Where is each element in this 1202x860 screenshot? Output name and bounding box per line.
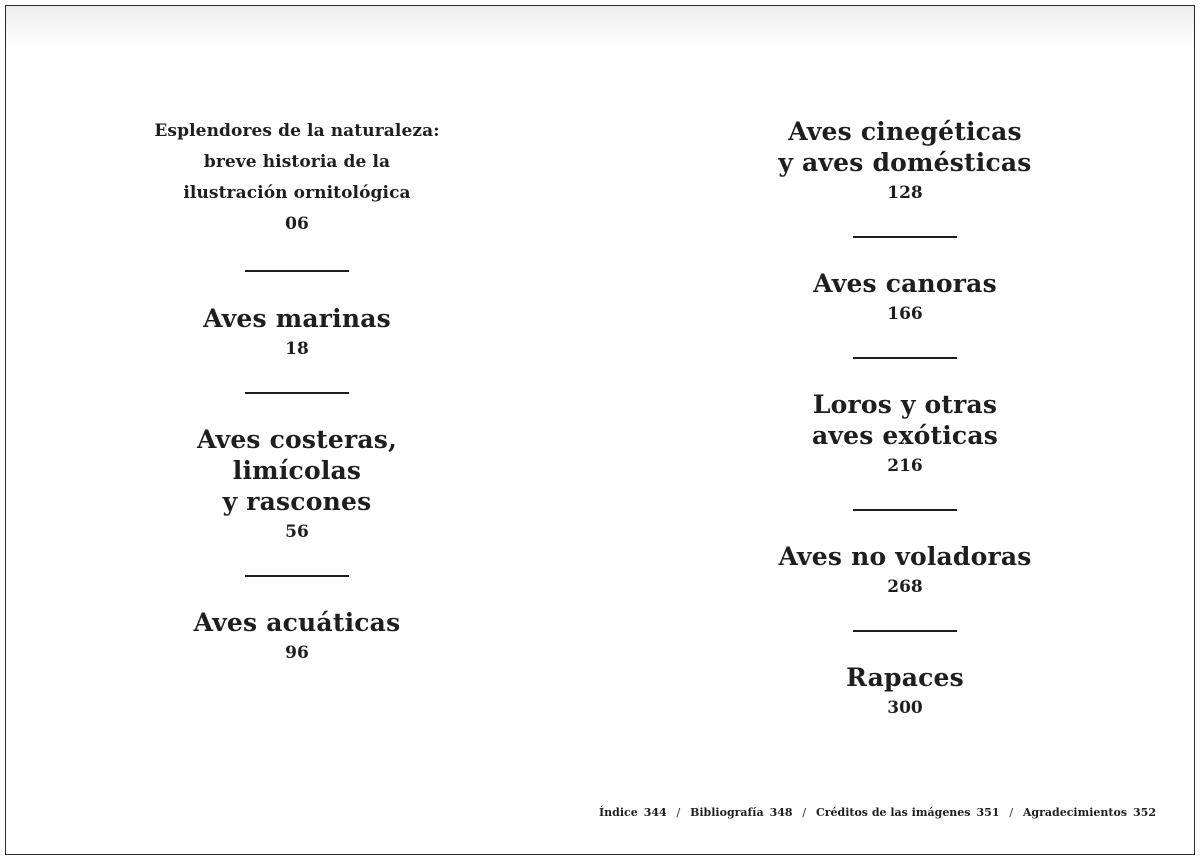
toc-entry-page: 56 (285, 522, 309, 542)
toc-entry[interactable] (665, 541, 1145, 602)
toc-entry-title: Loros y otras aves exóticas (811, 390, 999, 450)
divider-rule (853, 236, 957, 238)
toc-entry-page: 166 (887, 304, 923, 324)
divider-rule (853, 509, 957, 511)
toc-entry-page: 216 (887, 456, 923, 476)
toc-entry-page: 268 (887, 577, 923, 597)
back-matter-item[interactable]: Índice 344 (598, 806, 667, 819)
toc-entry-title: Aves costeras, limícolas y rascones (197, 425, 397, 516)
separator: / (676, 806, 681, 819)
divider-rule (853, 357, 957, 359)
toc-entry[interactable] (665, 662, 1145, 723)
divider-rule (853, 630, 957, 632)
toc-entry-title: Aves canoras (813, 269, 997, 298)
toc-entry-title: Aves no voladoras (778, 542, 1032, 571)
back-matter-item[interactable]: Agradecimientos 352 (1022, 806, 1156, 819)
back-matter-item[interactable]: Bibliografía 348 (690, 806, 793, 819)
toc-entry-title: Rapaces (846, 663, 964, 692)
divider-rule (245, 575, 349, 577)
toc-entry[interactable] (57, 116, 537, 239)
separator: / (1009, 806, 1014, 819)
separator: / (802, 806, 807, 819)
book-spread (5, 5, 1195, 855)
back-matter-item[interactable]: Créditos de las imágenes 351 (815, 806, 1000, 819)
toc-entry[interactable] (57, 303, 537, 364)
toc-entry[interactable] (57, 607, 537, 668)
toc-entry[interactable] (665, 389, 1145, 481)
toc-entry[interactable] (57, 424, 537, 547)
toc-entry-title: Esplendores de la naturaleza: breve historia de la ilustración ornitológica (154, 121, 440, 203)
toc-entry-page: 06 (285, 214, 309, 234)
toc-entry-page: 96 (285, 643, 309, 663)
toc-entry[interactable] (665, 268, 1145, 329)
toc-entry-page: 18 (285, 339, 309, 359)
toc-entry-page: 128 (887, 183, 923, 203)
toc-entry-page: 300 (887, 698, 923, 718)
toc-right-column (665, 116, 1145, 723)
toc-entry-title: Aves marinas (203, 304, 391, 333)
toc-entry-title: Aves acuáticas (193, 608, 401, 637)
toc-left-column (57, 116, 537, 668)
toc-entry-title: Aves cinegéticas y aves domésticas (778, 117, 1032, 177)
back-matter-line (599, 806, 1156, 819)
toc-entry[interactable] (665, 116, 1145, 208)
divider-rule (245, 392, 349, 394)
divider-rule (245, 270, 349, 272)
